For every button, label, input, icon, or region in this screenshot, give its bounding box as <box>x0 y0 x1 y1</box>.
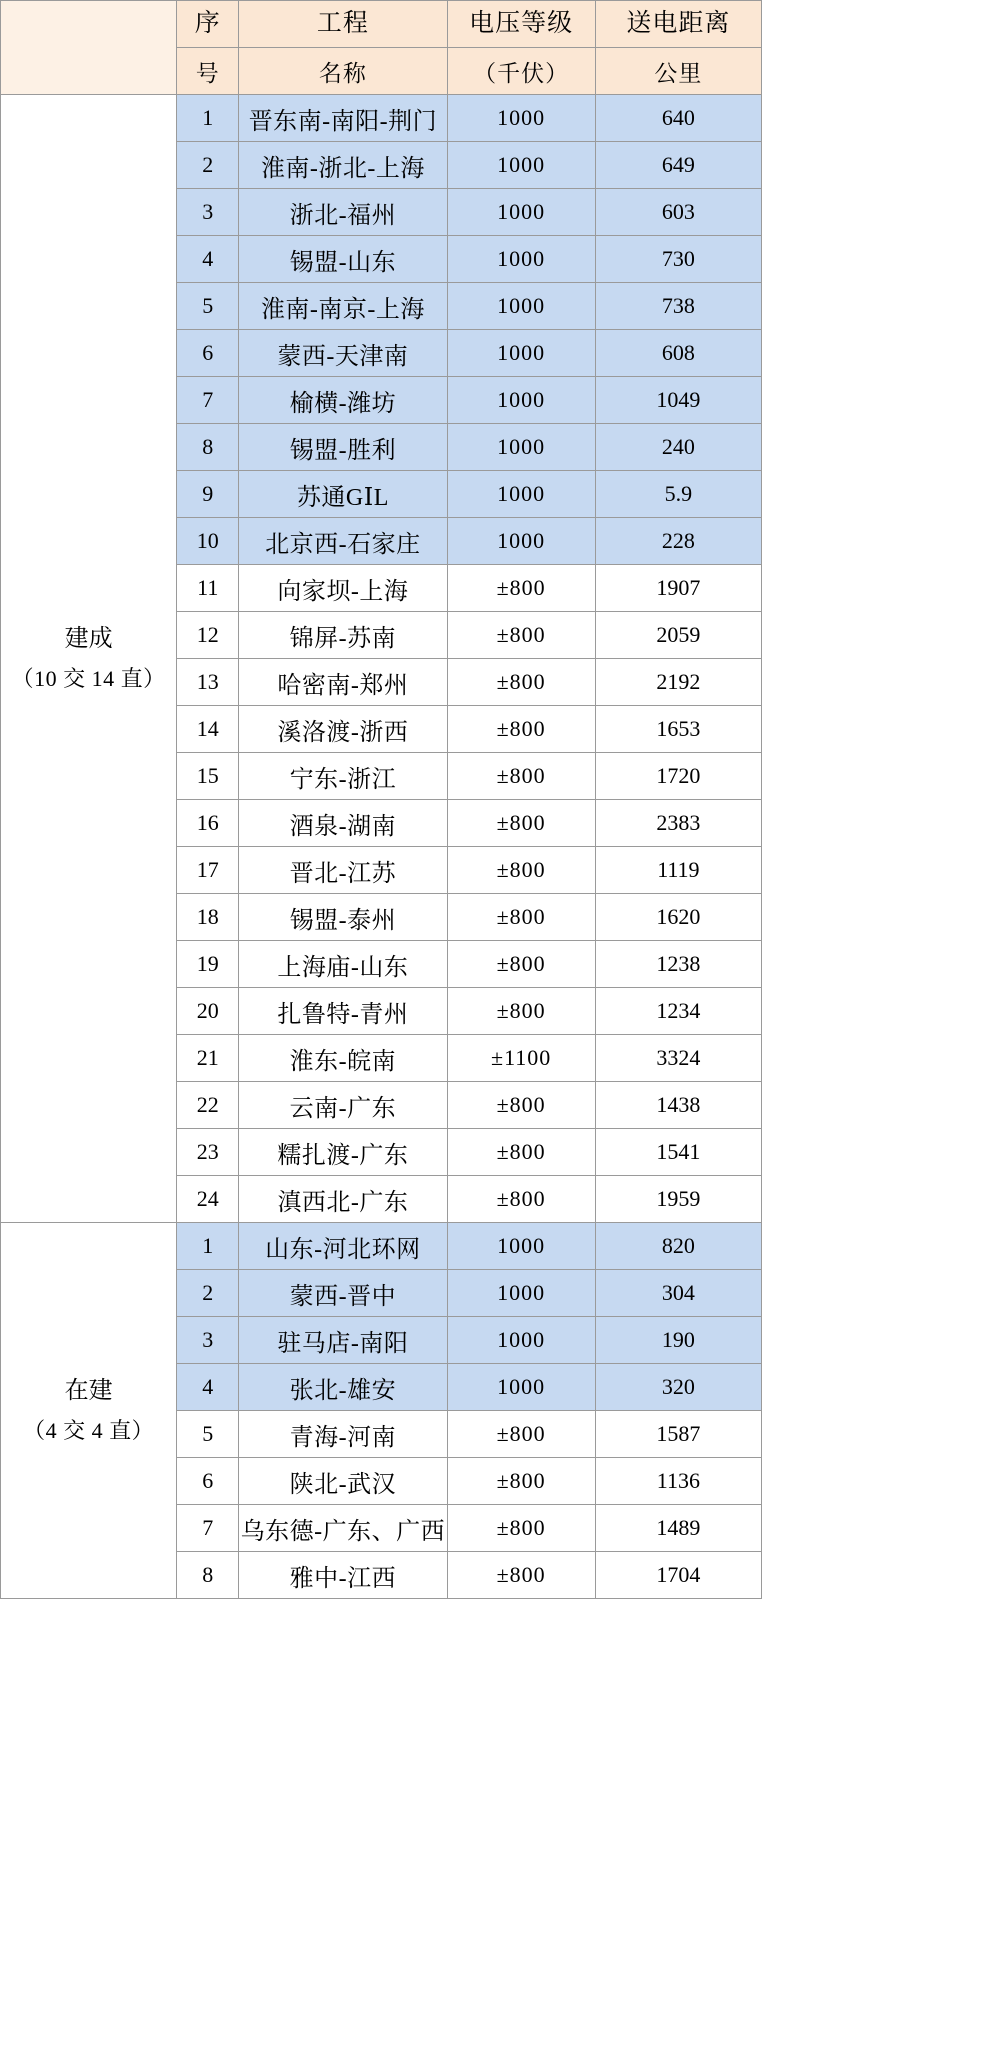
cell-index: 1 <box>177 95 239 142</box>
cell-index: 13 <box>177 659 239 706</box>
cell-index: 4 <box>177 1364 239 1411</box>
cell-voltage: ±800 <box>447 565 595 612</box>
cell-index: 5 <box>177 1411 239 1458</box>
cell-voltage: ±800 <box>447 1458 595 1505</box>
cell-index: 10 <box>177 518 239 565</box>
cell-index: 3 <box>177 1317 239 1364</box>
cell-project-name: 苏通GⅠL <box>239 471 447 518</box>
cell-project-name: 青海-河南 <box>239 1411 447 1458</box>
cell-voltage: 1000 <box>447 1364 595 1411</box>
cell-index: 21 <box>177 1035 239 1082</box>
cell-distance: 2383 <box>595 800 761 847</box>
cell-voltage: ±800 <box>447 894 595 941</box>
cell-voltage: 1000 <box>447 236 595 283</box>
cell-distance: 738 <box>595 283 761 330</box>
group-label-text: 在建 <box>64 1378 113 1405</box>
cell-project-name: 糯扎渡-广东 <box>239 1129 447 1176</box>
cell-voltage: 1000 <box>447 95 595 142</box>
cell-distance: 1234 <box>595 988 761 1035</box>
table-header-row-1 <box>1 1 762 48</box>
cell-index: 7 <box>177 1505 239 1552</box>
cell-index: 8 <box>177 424 239 471</box>
cell-index: 19 <box>177 941 239 988</box>
cell-index: 7 <box>177 377 239 424</box>
header-cell-distance-line1: 送电距离 <box>595 1 761 48</box>
table-body <box>1 95 762 1599</box>
cell-project-name: 乌东德-广东、广西 <box>239 1505 447 1552</box>
cell-index: 6 <box>177 330 239 377</box>
cell-index: 15 <box>177 753 239 800</box>
cell-voltage: 1000 <box>447 330 595 377</box>
table-row <box>1 1223 762 1270</box>
cell-index: 11 <box>177 565 239 612</box>
cell-voltage: 1000 <box>447 1317 595 1364</box>
cell-distance: 608 <box>595 330 761 377</box>
cell-project-name: 溪洛渡-浙西 <box>239 706 447 753</box>
cell-index: 22 <box>177 1082 239 1129</box>
cell-index: 16 <box>177 800 239 847</box>
cell-voltage: 1000 <box>447 471 595 518</box>
cell-distance: 304 <box>595 1270 761 1317</box>
cell-voltage: ±800 <box>447 941 595 988</box>
cell-project-name: 山东-河北环网 <box>239 1223 447 1270</box>
cell-voltage: ±800 <box>447 1129 595 1176</box>
cell-voltage: ±1100 <box>447 1035 595 1082</box>
cell-project-name: 蒙西-晋中 <box>239 1270 447 1317</box>
cell-index: 2 <box>177 1270 239 1317</box>
cell-project-name: 上海庙-山东 <box>239 941 447 988</box>
cell-distance: 1049 <box>595 377 761 424</box>
cell-project-name: 锡盟-胜利 <box>239 424 447 471</box>
cell-distance: 1720 <box>595 753 761 800</box>
header-cell-index-line1: 序 <box>177 1 239 48</box>
cell-voltage: 1000 <box>447 1223 595 1270</box>
cell-project-name: 锡盟-山东 <box>239 236 447 283</box>
cell-voltage: ±800 <box>447 1176 595 1223</box>
cell-distance: 2192 <box>595 659 761 706</box>
cell-project-name: 淮南-南京-上海 <box>239 283 447 330</box>
header-cell-distance-line2: 公里 <box>595 48 761 95</box>
cell-project-name: 淮东-皖南 <box>239 1035 447 1082</box>
header-cell-voltage-line1: 电压等级 <box>447 1 595 48</box>
cell-voltage: 1000 <box>447 189 595 236</box>
cell-distance: 1653 <box>595 706 761 753</box>
cell-distance: 228 <box>595 518 761 565</box>
cell-index: 9 <box>177 471 239 518</box>
cell-index: 24 <box>177 1176 239 1223</box>
group-label-cell <box>1 1223 177 1599</box>
cell-voltage: 1000 <box>447 424 595 471</box>
cell-distance: 730 <box>595 236 761 283</box>
group-label-subtext: （10 交 14 直） <box>11 666 166 692</box>
cell-project-name: 锦屏-苏南 <box>239 612 447 659</box>
cell-project-name: 锡盟-泰州 <box>239 894 447 941</box>
cell-index: 17 <box>177 847 239 894</box>
cell-distance: 1238 <box>595 941 761 988</box>
cell-distance: 1541 <box>595 1129 761 1176</box>
cell-voltage: 1000 <box>447 142 595 189</box>
cell-voltage: ±800 <box>447 1411 595 1458</box>
cell-voltage: ±800 <box>447 1552 595 1599</box>
cell-project-name: 驻马店-南阳 <box>239 1317 447 1364</box>
table-header <box>1 1 762 95</box>
cell-distance: 1119 <box>595 847 761 894</box>
cell-voltage: ±800 <box>447 659 595 706</box>
cell-project-name: 蒙西-天津南 <box>239 330 447 377</box>
cell-voltage: ±800 <box>447 706 595 753</box>
header-cell-voltage-line2: （千伏） <box>447 48 595 95</box>
cell-distance: 640 <box>595 95 761 142</box>
cell-project-name: 向家坝-上海 <box>239 565 447 612</box>
header-cell-name-line2: 名称 <box>239 48 447 95</box>
cell-project-name: 云南-广东 <box>239 1082 447 1129</box>
cell-distance: 603 <box>595 189 761 236</box>
cell-index: 5 <box>177 283 239 330</box>
cell-index: 1 <box>177 1223 239 1270</box>
cell-index: 12 <box>177 612 239 659</box>
cell-voltage: ±800 <box>447 847 595 894</box>
cell-voltage: ±800 <box>447 1505 595 1552</box>
cell-distance: 1907 <box>595 565 761 612</box>
cell-project-name: 滇西北-广东 <box>239 1176 447 1223</box>
cell-distance: 649 <box>595 142 761 189</box>
header-cell-group <box>1 1 177 95</box>
cell-distance: 3324 <box>595 1035 761 1082</box>
cell-distance: 1704 <box>595 1552 761 1599</box>
group-label-subtext: （4 交 4 直） <box>23 1418 155 1444</box>
cell-distance: 240 <box>595 424 761 471</box>
table-row <box>1 95 762 142</box>
cell-voltage: ±800 <box>447 800 595 847</box>
group-label-text: 建成 <box>64 626 113 653</box>
cell-project-name: 北京西-石家庄 <box>239 518 447 565</box>
cell-distance: 1587 <box>595 1411 761 1458</box>
cell-project-name: 晋北-江苏 <box>239 847 447 894</box>
cell-index: 4 <box>177 236 239 283</box>
cell-project-name: 陕北-武汉 <box>239 1458 447 1505</box>
cell-distance: 1489 <box>595 1505 761 1552</box>
cell-voltage: 1000 <box>447 518 595 565</box>
cell-distance: 1438 <box>595 1082 761 1129</box>
cell-project-name: 榆横-潍坊 <box>239 377 447 424</box>
cell-voltage: 1000 <box>447 377 595 424</box>
cell-voltage: ±800 <box>447 1082 595 1129</box>
cell-distance: 820 <box>595 1223 761 1270</box>
cell-voltage: 1000 <box>447 1270 595 1317</box>
cell-index: 18 <box>177 894 239 941</box>
group-label-cell <box>1 95 177 1223</box>
cell-index: 14 <box>177 706 239 753</box>
cell-distance: 1620 <box>595 894 761 941</box>
cell-voltage: ±800 <box>447 612 595 659</box>
cell-distance: 1136 <box>595 1458 761 1505</box>
cell-project-name: 淮南-浙北-上海 <box>239 142 447 189</box>
cell-index: 2 <box>177 142 239 189</box>
cell-voltage: ±800 <box>447 988 595 1035</box>
header-cell-index-line2: 号 <box>177 48 239 95</box>
cell-distance: 320 <box>595 1364 761 1411</box>
cell-project-name: 酒泉-湖南 <box>239 800 447 847</box>
cell-distance: 190 <box>595 1317 761 1364</box>
cell-project-name: 张北-雄安 <box>239 1364 447 1411</box>
cell-index: 23 <box>177 1129 239 1176</box>
cell-index: 8 <box>177 1552 239 1599</box>
cell-distance: 1959 <box>595 1176 761 1223</box>
cell-voltage: 1000 <box>447 283 595 330</box>
cell-project-name: 浙北-福州 <box>239 189 447 236</box>
cell-voltage: ±800 <box>447 753 595 800</box>
cell-project-name: 哈密南-郑州 <box>239 659 447 706</box>
header-cell-name-line1: 工程 <box>239 1 447 48</box>
cell-index: 6 <box>177 1458 239 1505</box>
cell-project-name: 雅中-江西 <box>239 1552 447 1599</box>
cell-project-name: 晋东南-南阳-荆门 <box>239 95 447 142</box>
cell-distance: 5.9 <box>595 471 761 518</box>
cell-distance: 2059 <box>595 612 761 659</box>
cell-project-name: 宁东-浙江 <box>239 753 447 800</box>
cell-project-name: 扎鲁特-青州 <box>239 988 447 1035</box>
cell-index: 3 <box>177 189 239 236</box>
cell-index: 20 <box>177 988 239 1035</box>
